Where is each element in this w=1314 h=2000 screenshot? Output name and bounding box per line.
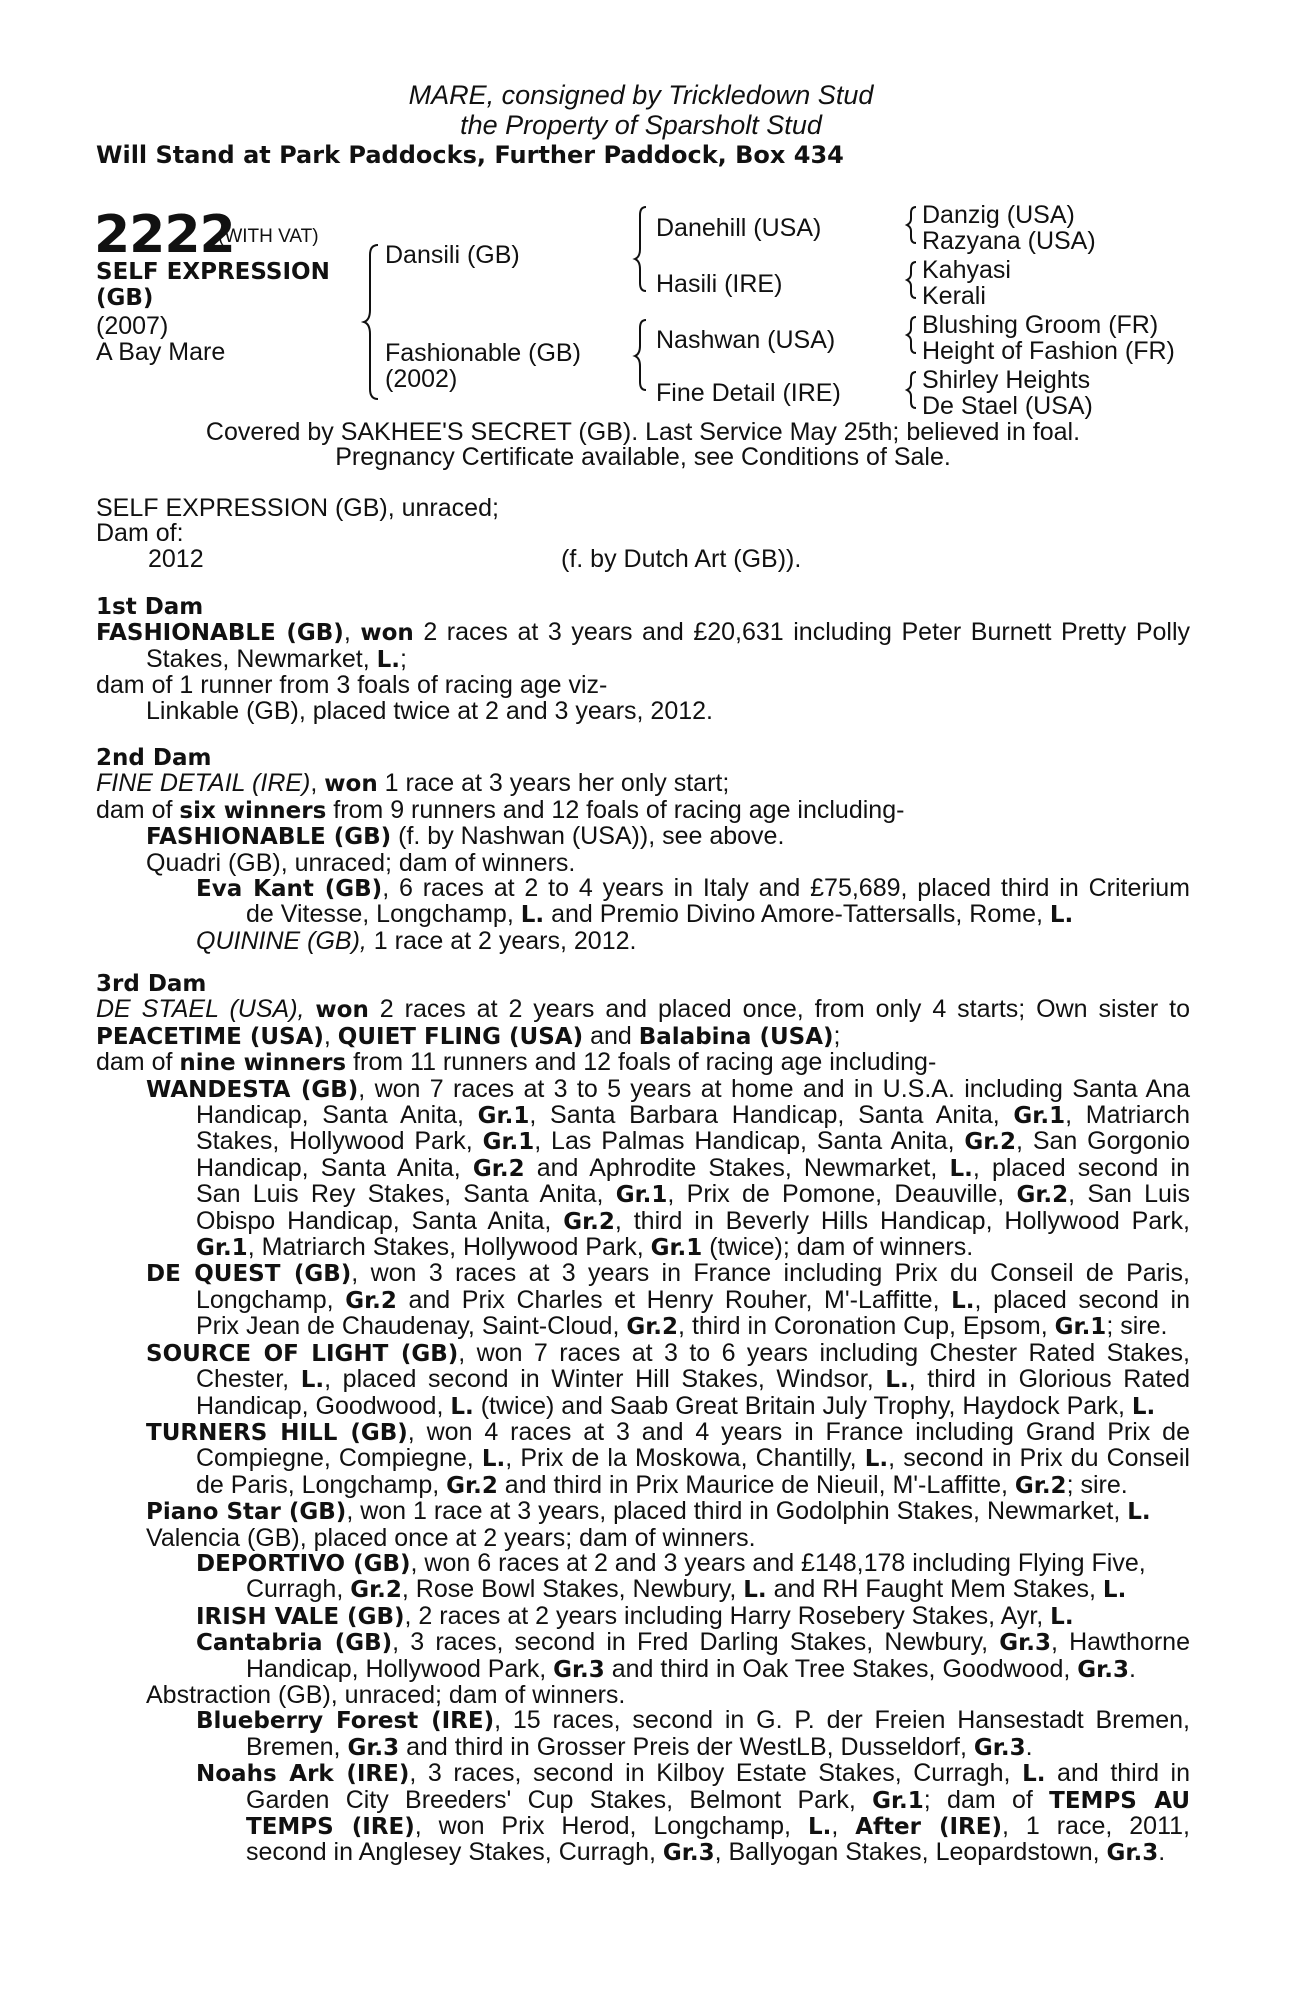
bold-text: L.: [450, 1393, 474, 1420]
first-dam-line: dam of 1 runner from 3 foals of racing age viz-: [96, 671, 608, 700]
dam: Fashionable (GB): [385, 339, 581, 367]
third-dam-lines: [96, 997, 1190, 1866]
third-dam-line: Handicap, Goodwood, L. (twice) and Saab Great Britain July Trophy, Haydock Park, L.: [196, 1391, 1156, 1420]
third-dam-line: DE STAEL (USA), won 2 races at 2 years and placed once, from only 4 starts; Own sister to: [96, 995, 1191, 1024]
bold-text: Blueberry Forest (IRE): [196, 1708, 495, 1735]
gg-dds: Shirley Heights: [922, 366, 1091, 394]
third-dam-line: DE QUEST (GB), won 3 races at 3 years in France including Prix du Conseil de Paris,: [146, 1259, 1190, 1288]
bold-text: Gr.2: [472, 1155, 525, 1182]
third-dam-line: de Paris, Longchamp, Gr.2 and third in Prix Maurice de Nieuil, M'-Laffitte, Gr.2; sire.: [196, 1470, 1128, 1499]
bold-text: L.: [807, 1814, 832, 1840]
horse-year: (2007): [96, 312, 169, 340]
won-word: won: [324, 771, 378, 798]
third-dam-line: Handicap, Santa Anita, Gr.2 and Aphrodite Stakes, Newmarket, L., placed second in: [196, 1153, 1190, 1182]
offspring-name: Eva Kant (GB): [196, 876, 383, 903]
third-dam-line: TURNERS HILL (GB), won 4 races at 3 and 4 years in France including Grand Prix de: [146, 1417, 1190, 1446]
vat-note: (WITH VAT): [218, 226, 319, 247]
bold-text: Gr.2: [1014, 1472, 1067, 1499]
third-dam-line: San Luis Rey Stakes, Santa Anita, Gr.1, Prix de Pomone, Deauville, Gr.2, San Luis: [196, 1180, 1191, 1209]
bold-text: Gr.2: [350, 1577, 402, 1604]
bold-text: QUIET FLING (USA): [337, 1023, 584, 1050]
third-dam-line: Valencia (GB), placed once at 2 years; dam of winners.: [146, 1523, 756, 1552]
second-dam-line: [96, 902, 1190, 928]
bold-text: TURNERS HILL (GB): [146, 1419, 408, 1446]
bold-text: L.: [1022, 1761, 1046, 1788]
third-dam-line: Longchamp, Gr.2 and Prix Charles et Henry Rouher, M'-Laffitte, L., placed second in: [196, 1285, 1191, 1314]
first-dam-text: 2 races at 3 years and £20,631 including Peter Burnett Pretty Polly: [413, 618, 1191, 647]
bold-text: L.: [864, 1446, 889, 1473]
produce-foal: (f. by Dutch Art (GB)).: [561, 545, 802, 573]
third-dam-line: WANDESTA (GB), won 7 races at 3 to 5 years at home and in U.S.A. including Santa Ana: [146, 1074, 1191, 1103]
section-title: 1st Dam: [96, 594, 204, 620]
offspring-text: 1 race at 2 years, 2012.: [366, 926, 637, 955]
third-dam-line: Noahs Ark (IRE), 3 races, second in Kilboy Estate Stakes, Curragh, L. and third in: [196, 1759, 1190, 1788]
bold-text: L.: [1127, 1499, 1151, 1526]
third-dam-line: Curragh, Gr.2, Rose Bowl Stakes, Newbury, L. and RH Faught Mem Stakes, L.: [246, 1575, 1127, 1604]
third-dam-line: Stakes, Hollywood Park, Gr.1, Las Palmas Handicap, Santa Anita, Gr.2, San Gorgonio: [196, 1127, 1190, 1156]
bold-text: DEPORTIVO (GB): [196, 1550, 411, 1577]
gg-sds: Kahyasi: [922, 256, 1011, 284]
second-dam-line: Quadri (GB), unraced; dam of winners.: [146, 848, 576, 877]
gg-dss: Blushing Groom (FR): [922, 311, 1159, 339]
bold-text: L.: [885, 1367, 909, 1394]
bold-text: L.: [481, 1446, 506, 1473]
bold-text: Gr.1: [1054, 1314, 1107, 1341]
third-dam-line: PEACETIME (USA), QUIET FLING (USA) and Balabina (USA);: [96, 1021, 841, 1050]
offspring-text: de Vitesse, Longchamp,: [246, 900, 521, 929]
produce-year: 2012: [148, 545, 204, 573]
first-dam-line: FASHIONABLE (GB), won 2 races at 3 years and £20,631 including Peter Burnett Pretty Polly: [96, 618, 1191, 647]
third-dam-line: IRISH VALE (GB), 2 races at 2 years including Harry Rosebery Stakes, Ayr, L.: [196, 1601, 1074, 1630]
bold-text: PEACETIME (USA): [96, 1023, 324, 1050]
third-dam-line: Compiegne, Compiegne, L., Prix de la Moskowa, Chantilly, L., second in Prix du Conseil: [196, 1444, 1190, 1473]
bold-text: Gr.3: [1077, 1656, 1129, 1683]
bold-text: won: [315, 997, 369, 1024]
bold-text: Gr.3: [1106, 1840, 1159, 1867]
dam-year: (2002): [385, 365, 458, 393]
bold-text: L.: [743, 1577, 767, 1604]
second-dam-text: 1 race at 3 years her only start;: [377, 769, 730, 798]
bold-text: nine winners: [179, 1050, 347, 1077]
third-dam-line: second in Anglesey Stakes, Curragh, Gr.3, Ballyogan Stakes, Leopardstown, Gr.3.: [246, 1838, 1166, 1867]
third-dam-line: TEMPS (IRE), won Prix Herod, Longchamp, L., After (IRE), 1 race, 2011,: [246, 1812, 1190, 1840]
second-dam-line: FINE DETAIL (IRE), won 1 race at 3 years her only start;: [96, 769, 730, 798]
third-dam-line: Chester, L., placed second in Winter Hill Stakes, Windsor, L., third in Glorious Rated: [196, 1365, 1190, 1394]
gg-ddd: De Stael (USA): [922, 392, 1093, 420]
listed-tag: L.: [520, 902, 545, 929]
bold-text: Gr.3: [347, 1734, 400, 1761]
bold-text: Gr.2: [345, 1287, 397, 1314]
horse-name: SELF EXPRESSION: [96, 259, 330, 285]
consignor-line: MARE, consigned by Trickledown Stud: [408, 80, 874, 110]
bold-text: Gr.1: [650, 1235, 703, 1262]
bold-text: Piano Star (GB): [146, 1499, 347, 1526]
section-title: 2nd Dam: [96, 745, 212, 771]
third-dam-line: Abstraction (GB), unraced; dam of winners.: [146, 1680, 626, 1709]
italic-text: DE STAEL (USA),: [96, 995, 305, 1024]
bold-text: Gr.1: [1013, 1103, 1066, 1130]
third-dam-line: DEPORTIVO (GB), won 6 races at 2 and 3 years and £148,178 including Flying Five,: [196, 1548, 1146, 1577]
bold-text: Gr.1: [482, 1129, 535, 1156]
gg-sss: Danzig (USA): [922, 201, 1075, 229]
offspring-name: FASHIONABLE (GB): [146, 824, 392, 851]
bold-text: Gr.3: [973, 1734, 1026, 1761]
gg-sdd: Kerali: [922, 282, 986, 310]
bold-text: Balabina (USA): [638, 1023, 834, 1050]
first-dam-line: Linkable (GB), placed twice at 2 and 3 years, 2012.: [146, 696, 713, 725]
offspring-name: QUININE (GB),: [196, 926, 367, 955]
offspring-text: , 6 races at 2 to 4 years in Italy and £75,689, placed third in Criterium: [382, 874, 1190, 903]
second-dam-line: [96, 876, 1190, 902]
bold-text: Gr.3: [553, 1656, 605, 1683]
first-dam-section: [96, 595, 1190, 724]
bold-text: SOURCE OF LIGHT (GB): [146, 1340, 459, 1367]
bold-text: Gr.3: [662, 1840, 715, 1867]
gg-ssd: Razyana (USA): [922, 227, 1096, 255]
offspring-text: (f. by Nashwan (USA)), see above.: [391, 822, 785, 851]
bold-text: Gr.2: [626, 1314, 679, 1341]
third-dam-section: [96, 972, 1190, 1867]
second-dam-line: [96, 926, 1190, 955]
bold-text: WANDESTA (GB): [146, 1076, 359, 1103]
third-dam-line: Prix Jean de Chaudenay, Saint-Cloud, Gr.2, third in Coronation Cup, Epsom, Gr.1; sire.: [196, 1312, 1168, 1341]
produce-dam-of: Dam of:: [96, 519, 184, 547]
second-dam-line: [96, 824, 1190, 850]
bold-text: Gr.3: [999, 1630, 1051, 1657]
section-title: 3rd Dam: [96, 971, 207, 997]
first-dam-line: [96, 644, 1190, 673]
third-dam-line: dam of nine winners from 11 runners and 12 foals of racing age including-: [96, 1048, 937, 1077]
listed-tag: L.: [1049, 902, 1074, 929]
bold-text: After (IRE): [855, 1814, 1002, 1840]
first-dam-text: ;: [400, 644, 407, 673]
bold-text: Gr.1: [872, 1787, 924, 1814]
third-dam-line: Bremen, Gr.3 and third in Grosser Preis der WestLB, Dusseldorf, Gr.3.: [246, 1732, 1033, 1761]
produce-intro: SELF EXPRESSION (GB), unraced;: [96, 494, 499, 522]
bold-text: Gr.2: [563, 1208, 615, 1235]
bold-text: Gr.1: [615, 1182, 668, 1209]
offspring-text: and Premio Divino Amore-Tattersalls, Rome,: [544, 900, 1050, 929]
bold-text: Gr.1: [477, 1103, 530, 1130]
horse-origin: (GB): [96, 285, 154, 311]
bold-text: TEMPS AU: [1049, 1787, 1191, 1814]
bold-text: Gr.2: [446, 1472, 498, 1499]
pregnancy-line: Pregnancy Certificate available, see Conditions of Sale.: [335, 443, 951, 471]
listed-tag: L.: [376, 646, 401, 673]
third-dam-line: Blueberry Forest (IRE), 15 races, second in G. P. der Freien Hansestadt Bremen,: [196, 1706, 1190, 1735]
bold-text: L.: [1131, 1393, 1156, 1420]
dam-name: FASHIONABLE (GB): [96, 620, 344, 647]
third-dam-line: Handicap, Hollywood Park, Gr.3 and third in Oak Tree Stakes, Goodwood, Gr.3.: [246, 1654, 1136, 1683]
third-dam-line: Gr.1, Matriarch Stakes, Hollywood Park, Gr.1 (twice); dam of winners.: [196, 1233, 974, 1262]
third-dam-line: SOURCE OF LIGHT (GB), won 7 races at 3 to 6 years including Chester Rated Stakes,: [146, 1338, 1190, 1367]
bold-text: Noahs Ark (IRE): [196, 1761, 410, 1788]
bold-text: DE QUEST (GB): [146, 1261, 352, 1288]
bold-text: L.: [949, 1155, 973, 1182]
second-dam-text: dam of: [96, 795, 180, 824]
bold-text: Gr.1: [196, 1235, 248, 1262]
horse-description: A Bay Mare: [96, 338, 226, 366]
third-dam-line: Piano Star (GB), won 1 race at 3 years, placed third in Godolphin Stakes, Newmarket, L.: [146, 1497, 1151, 1526]
property-line: the Property of Sparsholt Stud: [460, 110, 822, 140]
lot-number: 2222: [94, 205, 235, 265]
sire: Dansili (GB): [385, 241, 520, 269]
dam-sire: Nashwan (USA): [656, 326, 836, 354]
first-dam-text: Stakes, Newmarket,: [146, 644, 377, 673]
won-word: won: [360, 620, 414, 647]
bold-text: L.: [300, 1367, 325, 1394]
second-dam-text: from 9 runners and 12 foals of racing age including-: [326, 795, 905, 824]
bold-text: Gr.2: [964, 1129, 1017, 1156]
sire-dam: Hasili (IRE): [656, 270, 783, 298]
bold-text: L.: [1102, 1577, 1127, 1604]
bold-text: L.: [1050, 1603, 1074, 1630]
bold-text: TEMPS (IRE): [246, 1814, 415, 1840]
second-dam-line: [96, 795, 1190, 824]
bold-text: L.: [951, 1287, 975, 1314]
bold-text: Cantabria (GB): [196, 1630, 393, 1657]
third-dam-line: Garden City Breeders' Cup Stakes, Belmont Park, Gr.1; dam of TEMPS AU: [246, 1785, 1191, 1814]
third-dam-line: Handicap, Santa Anita, Gr.1, Santa Barbara Handicap, Santa Anita, Gr.1, Matriarch: [196, 1101, 1190, 1130]
dam-dam: Fine Detail (IRE): [656, 379, 841, 407]
sire-sire: Danehill (USA): [656, 214, 822, 242]
gg-dsd: Height of Fashion (FR): [922, 337, 1175, 365]
bold-text: IRISH VALE (GB): [196, 1603, 405, 1630]
second-dam-section: [96, 746, 1190, 954]
third-dam-line: Obispo Handicap, Santa Anita, Gr.2, third in Beverly Hills Handicap, Hollywood Park,: [196, 1206, 1190, 1235]
location-line: Will Stand at Park Paddocks, Further Paddock, Box 434: [96, 141, 844, 169]
third-dam-line: Cantabria (GB), 3 races, second in Fred Darling Stakes, Newbury, Gr.3, Hawthorne: [196, 1628, 1190, 1657]
winners-count: six winners: [179, 797, 327, 824]
covered-line: Covered by SAKHEE'S SECRET (GB). Last Service May 25th; believed in foal.: [205, 418, 1081, 446]
bold-text: Gr.2: [1016, 1182, 1069, 1209]
dam-name: FINE DETAIL (IRE): [96, 769, 311, 798]
